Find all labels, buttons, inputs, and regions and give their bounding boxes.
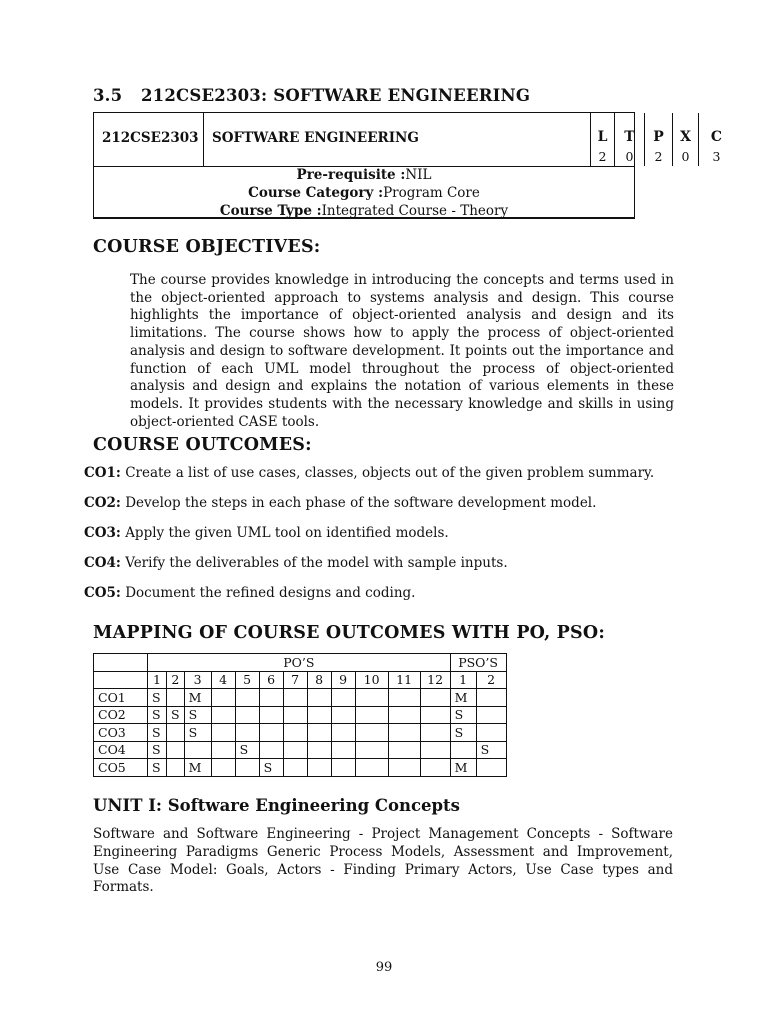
mapping-row <box>94 706 507 724</box>
objectives-paragraph: The course provides knowledge in introducing the concepts and terms used in the object-oriented approach to systems analysis and design. This course highlights the importance of object-oriented analysis and design and its limitations. The course shows how to apply the process of object-oriented analysis and design to software development. It points out the importance and function of each UML model throughout the process of object-oriented analysis and design and explains the notation of various elements in these models. It provides students with the necessary knowledge and skills in using object-oriented CASE tools. <box>130 272 674 430</box>
prerequisite-value: NIL <box>405 167 432 183</box>
po-mapping-cell <box>331 689 355 707</box>
course-outcome-text: Develop the steps in each phase of the software development model. <box>125 495 597 511</box>
mapping-row <box>94 724 507 742</box>
po-mapping-cell <box>184 741 211 759</box>
course-outcome-text: Create a list of use cases, classes, objects out of the given problem summary. <box>125 465 655 481</box>
po-mapping-cell <box>211 759 235 777</box>
ltpxc-cell-c <box>699 113 734 166</box>
unit-title: UNIT I: Software Engineering Concepts <box>93 796 460 815</box>
pso-number-cell: 2 <box>476 671 506 689</box>
pso-mapping-cell <box>476 724 506 742</box>
course-meta <box>94 166 634 220</box>
po-number-cell: 12 <box>420 671 450 689</box>
po-mapping-cell <box>355 689 388 707</box>
course-outcome-label: CO3: <box>84 525 121 541</box>
mapping-row <box>94 741 507 759</box>
prerequisite-label: Pre-requisite : <box>296 167 406 183</box>
po-mapping-cell <box>211 689 235 707</box>
pso-mapping-cell <box>450 741 476 759</box>
section-title-text: 212CSE2303: SOFTWARE ENGINEERING <box>141 86 531 105</box>
po-number-cell: 9 <box>331 671 355 689</box>
po-mapping-cell <box>355 759 388 777</box>
po-mapping-cell: S <box>148 689 167 707</box>
course-type-line <box>94 202 634 220</box>
po-mapping-cell: S <box>184 724 211 742</box>
po-mapping-cell <box>167 741 185 759</box>
mapping-corner-cell <box>94 654 148 672</box>
course-header-table <box>93 112 723 219</box>
po-number-cell: 7 <box>283 671 307 689</box>
po-mapping-cell <box>259 741 283 759</box>
po-mapping-cell <box>355 724 388 742</box>
po-mapping-cell <box>167 724 185 742</box>
pso-mapping-cell: M <box>450 689 476 707</box>
pso-mapping-cell: S <box>450 724 476 742</box>
po-mapping-cell <box>331 741 355 759</box>
po-mapping-cell: S <box>148 724 167 742</box>
po-mapping-cell: M <box>184 689 211 707</box>
po-mapping-cell <box>388 741 420 759</box>
po-mapping-cell <box>283 724 307 742</box>
po-mapping-cell: M <box>184 759 211 777</box>
po-mapping-cell: S <box>184 706 211 724</box>
course-outcome-label: CO5: <box>84 585 121 601</box>
po-mapping-cell <box>283 706 307 724</box>
mapping-row <box>94 759 507 777</box>
po-mapping-cell <box>307 759 331 777</box>
course-category-line <box>94 184 634 202</box>
pso-mapping-cell <box>476 689 506 707</box>
po-number-cell: 5 <box>235 671 259 689</box>
po-mapping-cell <box>235 706 259 724</box>
ltpxc-header: X <box>680 129 691 145</box>
po-mapping-cell <box>283 759 307 777</box>
po-mapping-cell <box>388 706 420 724</box>
prerequisite-line <box>94 166 634 184</box>
po-mapping-cell <box>420 689 450 707</box>
pso-mapping-cell <box>476 759 506 777</box>
course-code: 212CSE2303 <box>102 130 199 146</box>
po-mapping-cell: S <box>235 741 259 759</box>
po-mapping-cell <box>388 724 420 742</box>
section-title <box>93 86 530 105</box>
pso-mapping-cell: M <box>450 759 476 777</box>
course-type-value: Integrated Course - Theory <box>321 203 509 219</box>
po-number-cell: 4 <box>211 671 235 689</box>
po-number-cell: 8 <box>307 671 331 689</box>
course-outcome-item <box>84 585 415 601</box>
po-mapping-cell: S <box>148 741 167 759</box>
po-number-cell: 6 <box>259 671 283 689</box>
po-mapping-cell <box>420 724 450 742</box>
course-outcome-text: Apply the given UML tool on identified models. <box>125 525 449 541</box>
course-outcome-item <box>84 525 449 541</box>
mapping-co-cell: CO2 <box>94 706 148 724</box>
co-po-mapping-table <box>93 653 507 777</box>
po-mapping-cell <box>331 759 355 777</box>
po-mapping-cell <box>420 741 450 759</box>
po-number-cell: 2 <box>167 671 185 689</box>
po-mapping-cell <box>388 759 420 777</box>
po-mapping-cell <box>331 724 355 742</box>
ltpxc-value: 2 <box>654 149 663 164</box>
po-mapping-cell <box>331 706 355 724</box>
po-mapping-cell <box>307 706 331 724</box>
ltpxc-value: 2 <box>598 149 607 164</box>
po-mapping-cell: S <box>167 706 185 724</box>
course-outcome-label: CO4: <box>84 555 121 571</box>
course-category-value: Program Core <box>383 185 480 201</box>
ltpxc-cell-x <box>673 113 699 166</box>
course-outcome-text: Document the refined designs and coding. <box>125 585 416 601</box>
po-number-cell: 1 <box>148 671 167 689</box>
po-mapping-cell <box>211 741 235 759</box>
ltpxc-cell-p <box>645 113 673 166</box>
course-name-cell <box>204 113 591 166</box>
ltpxc-value: 0 <box>625 149 634 164</box>
po-mapping-cell <box>283 741 307 759</box>
course-outcome-label: CO1: <box>84 465 121 481</box>
po-mapping-cell <box>235 689 259 707</box>
unit-description: Software and Software Engineering - Project Management Concepts - Software Engineering Paradigms Generic Process Models, Assessment and Improvement, Use Case Model: Goals, Actors - Finding Primary Actors, Use Case types and Formats. <box>93 826 673 896</box>
mapping-co-cell: CO3 <box>94 724 148 742</box>
po-mapping-cell <box>259 724 283 742</box>
course-type-label: Course Type : <box>219 203 322 219</box>
po-mapping-cell <box>283 689 307 707</box>
po-mapping-cell <box>307 741 331 759</box>
mapping-co-cell: CO1 <box>94 689 148 707</box>
po-number-cell: 3 <box>184 671 211 689</box>
po-number-cell: 10 <box>355 671 388 689</box>
course-category-label: Course Category : <box>248 185 384 201</box>
mapping-co-cell: CO5 <box>94 759 148 777</box>
po-mapping-cell <box>355 741 388 759</box>
po-mapping-cell <box>167 689 185 707</box>
course-name: SOFTWARE ENGINEERING <box>212 130 419 146</box>
po-mapping-cell <box>235 759 259 777</box>
po-mapping-cell: S <box>148 706 167 724</box>
outcomes-heading: COURSE OUTCOMES: <box>93 435 312 455</box>
psos-header: PSO’S <box>450 654 506 672</box>
course-outcome-text: Verify the deliverables of the model with sample inputs. <box>125 555 508 571</box>
po-mapping-cell <box>355 706 388 724</box>
course-code-cell <box>94 113 204 166</box>
pso-number-cell: 1 <box>450 671 476 689</box>
mapping-header-row <box>94 654 507 672</box>
ltpxc-value: 3 <box>712 149 721 164</box>
po-number-cell: 11 <box>388 671 420 689</box>
mapping-corner-cell <box>94 671 148 689</box>
ltpxc-header: L <box>597 129 608 145</box>
mapping-number-row <box>94 671 507 689</box>
po-mapping-cell <box>259 689 283 707</box>
po-mapping-cell <box>307 724 331 742</box>
ltpxc-value: 0 <box>681 149 690 164</box>
po-mapping-cell: S <box>148 759 167 777</box>
ltpxc-header: P <box>653 129 664 145</box>
course-outcome-item <box>84 495 596 511</box>
po-mapping-cell <box>420 759 450 777</box>
po-mapping-cell <box>307 689 331 707</box>
po-mapping-cell <box>211 706 235 724</box>
po-mapping-cell <box>420 706 450 724</box>
course-outcome-item <box>84 465 654 481</box>
section-number: 3.5 <box>93 86 123 105</box>
pso-mapping-cell <box>476 706 506 724</box>
pos-header: PO’S <box>148 654 451 672</box>
course-outcome-label: CO2: <box>84 495 121 511</box>
ltpxc-cell-l <box>591 113 615 166</box>
po-mapping-cell <box>259 706 283 724</box>
po-mapping-cell <box>167 759 185 777</box>
page-number: 99 <box>375 960 393 975</box>
pso-mapping-cell: S <box>476 741 506 759</box>
ltpxc-header: C <box>710 129 723 145</box>
mapping-co-cell: CO4 <box>94 741 148 759</box>
ltpxc-cell-t <box>615 113 645 166</box>
po-mapping-cell: S <box>259 759 283 777</box>
mapping-heading: MAPPING OF COURSE OUTCOMES WITH PO, PSO: <box>93 623 605 643</box>
ltpxc-header: T <box>624 129 635 145</box>
po-mapping-cell <box>211 724 235 742</box>
course-header-row <box>94 113 723 167</box>
po-mapping-cell <box>235 724 259 742</box>
pso-mapping-cell: S <box>450 706 476 724</box>
objectives-heading: COURSE OBJECTIVES: <box>93 237 321 257</box>
mapping-row <box>94 689 507 707</box>
po-mapping-cell <box>388 689 420 707</box>
course-outcome-item <box>84 555 508 571</box>
